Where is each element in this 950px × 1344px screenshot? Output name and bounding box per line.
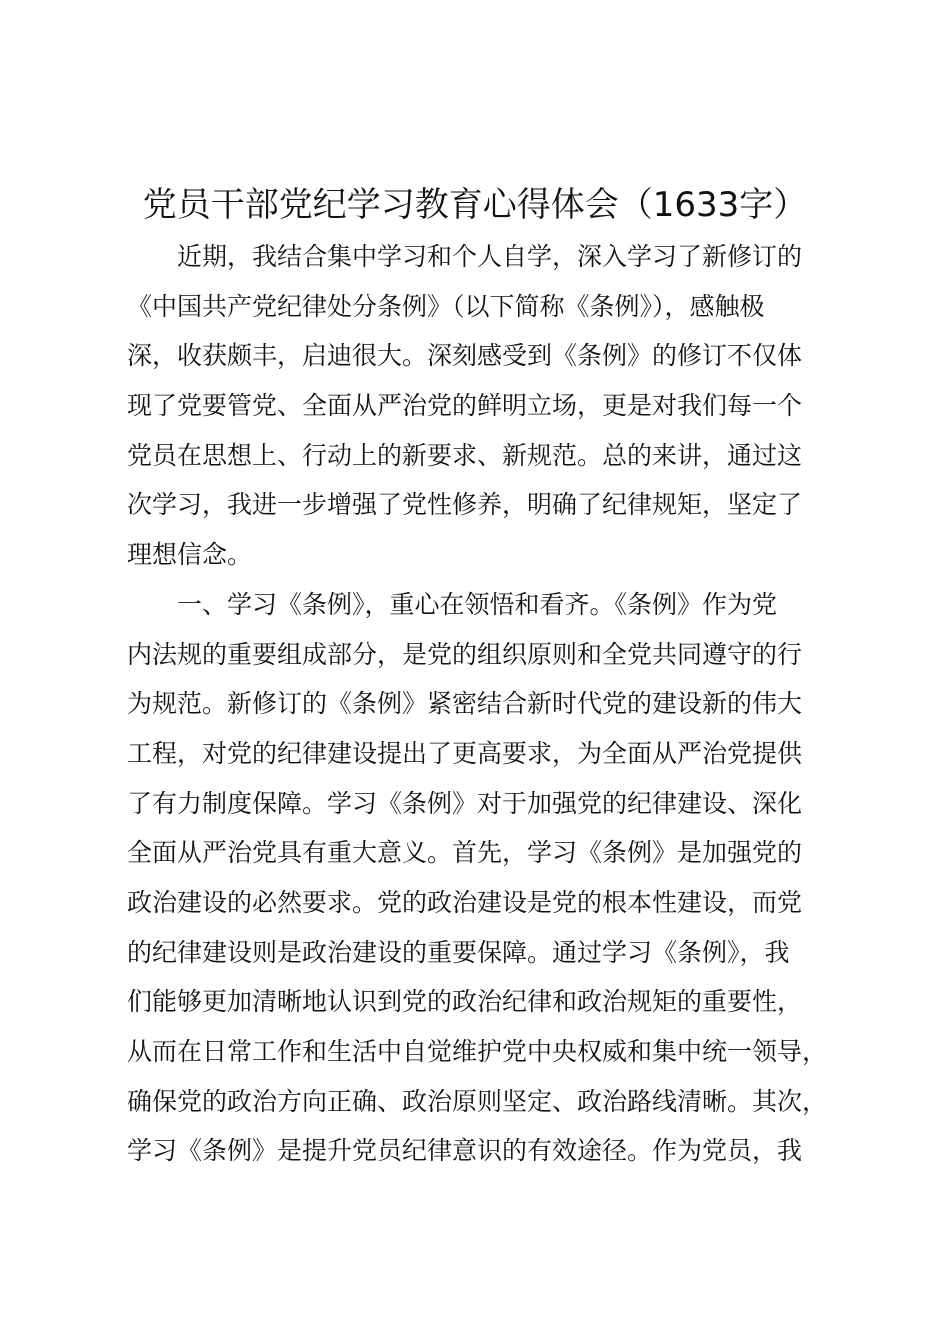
text-line: 学习《条例》是提升党员纪律意识的有效途径。作为党员，我 [127,1136,803,1166]
text-line: 深，收获颇丰，启迪很大。深刻感受到《条例》的修订不仅体 [127,341,803,371]
text-line: 一、学习《条例》，重心在领悟和看齐。《条例》作为党 [177,589,778,619]
text-line: 政治建设的必然要求。党的政治建设是党的根本性建设，而党 [127,887,803,917]
paragraph-section-one [127,580,862,1176]
text-line: 理想信念。 [127,540,253,570]
document-title: 党员干部党纪学习教育心得体会（1633字） [142,185,808,225]
text-line: 全面从严治党具有重大意义。首先，学习《条例》是加强党的 [127,838,803,868]
text-line: 近期，我结合集中学习和个人自学，深入学习了新修订的 [177,242,803,271]
text-line: 次学习，我进一步增强了党性修养，明确了纪律规矩，坚定了 [127,490,803,520]
text-line: 的纪律建设则是政治建设的重要保障。通过学习《条例》，我 [127,937,790,967]
text-line: 为规范。新修订的《条例》紧密结合新时代党的建设新的伟大 [127,689,803,719]
text-line: 党员在思想上、行动上的新要求、新规范。总的来讲，通过这 [127,440,803,470]
text-line: 《中国共产党纪律处分条例》（以下简称《条例》），感触极 [127,291,765,321]
document-body [127,232,862,1176]
paragraph-intro [127,232,862,580]
text-line: 了有力制度保障。学习《条例》对于加强党的纪律建设、深化 [127,788,803,818]
text-line: 从而在日常工作和生活中自觉维护党中央权威和集中统一领导， [127,1037,828,1066]
text-line: 现了党要管党、全面从严治党的鲜明立场，更是对我们每一个 [127,391,803,421]
text-line: 确保党的政治方向正确、政治原则坚定、政治路线清晰。其次， [127,1086,828,1116]
text-line: 工程，对党的纪律建设提出了更高要求，为全面从严治党提供 [127,738,803,768]
text-line: 内法规的重要组成部分，是党的组织原则和全党共同遵守的行 [127,639,803,669]
text-line: 们能够更加清晰地认识到党的政治纪律和政治规矩的重要性， [127,987,803,1017]
